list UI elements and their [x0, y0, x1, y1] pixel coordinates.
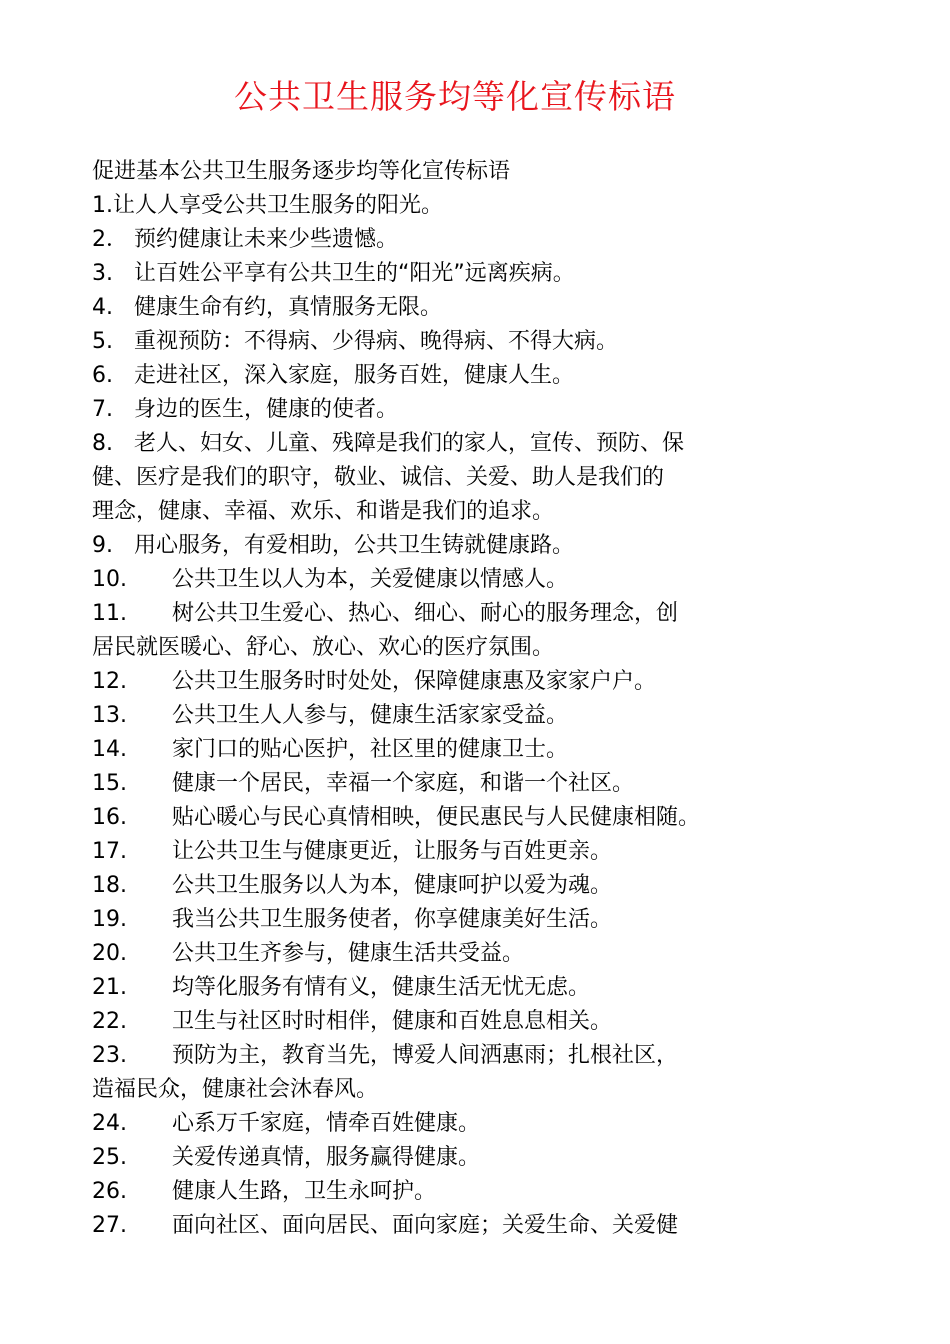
slogan-text: 造福民众，健康社会沐春风。 [92, 1077, 379, 1102]
slogan-number: 20. [92, 941, 127, 966]
slogan-item [92, 427, 822, 461]
slogan-item [92, 971, 822, 1005]
slogan-number: 7. [92, 397, 113, 422]
slogan-item [92, 597, 822, 631]
slogan-text: 用心服务，有爱相助，公共卫生铸就健康路。 [134, 533, 575, 558]
slogan-text: 让公共卫生与健康更近，让服务与百姓更亲。 [172, 839, 613, 864]
slogan-text: 关爱传递真情，服务赢得健康。 [172, 1145, 481, 1170]
slogan-number: 17. [92, 839, 127, 864]
slogan-item [92, 699, 822, 733]
slogan-item [92, 1005, 822, 1039]
slogan-number: 26. [92, 1179, 127, 1204]
slogan-item [92, 325, 822, 359]
slogan-continuation [92, 461, 822, 495]
slogan-number: 23. [92, 1043, 127, 1068]
slogan-text: 均等化服务有情有义，健康生活无忧无虑。 [172, 975, 591, 1000]
slogan-text: 让人人享受公共卫生服务的阳光。 [113, 193, 444, 218]
slogan-item [92, 937, 822, 971]
slogan-continuation [92, 631, 822, 665]
slogan-text: 健康生命有约，真情服务无限。 [134, 295, 443, 320]
slogan-text: 预约健康让未来少些遗憾。 [134, 227, 399, 252]
slogan-text: 重视预防：不得病、少得病、晚得病、不得大病。 [134, 329, 619, 354]
slogan-text: 理念，健康、幸福、欢乐、和谐是我们的追求。 [92, 499, 555, 524]
slogan-text: 我当公共卫生服务使者，你享健康美好生活。 [172, 907, 613, 932]
slogan-number: 13. [92, 703, 127, 728]
slogan-text: 让百姓公平享有公共卫生的“阳光”远离疾病。 [134, 261, 575, 286]
slogan-item [92, 223, 822, 257]
slogan-number: 9. [92, 533, 113, 558]
document-subtitle: 促进基本公共卫生服务逐步均等化宣传标语 [92, 159, 511, 184]
slogan-item [92, 733, 822, 767]
slogan-item [92, 563, 822, 597]
slogan-item [92, 801, 822, 835]
slogan-lines [92, 189, 822, 1243]
slogan-item [92, 529, 822, 563]
slogan-text: 树公共卫生爱心、热心、细心、耐心的服务理念，创 [172, 601, 679, 626]
document-title: 公共卫生服务均等化宣传标语 [234, 77, 676, 116]
slogan-number: 27. [92, 1213, 127, 1238]
slogan-continuation [92, 1073, 822, 1107]
slogan-text: 家门口的贴心医护，社区里的健康卫士。 [172, 737, 569, 762]
slogan-text: 预防为主，教育当先，博爱人间洒惠雨；扎根社区， [172, 1043, 679, 1068]
slogan-number: 8. [92, 431, 113, 456]
slogan-text: 公共卫生服务时时处处，保障健康惠及家家户户。 [172, 669, 657, 694]
slogan-continuation [92, 495, 822, 529]
slogan-item [92, 393, 822, 427]
slogan-number: 2． [92, 227, 128, 252]
slogan-number: 12. [92, 669, 127, 694]
slogan-item [92, 1175, 822, 1209]
slogan-text: 面向社区、面向居民、面向家庭；关爱生命、关爱健 [172, 1213, 679, 1238]
slogan-number: 11. [92, 601, 127, 626]
slogan-text: 健、医疗是我们的职守，敬业、诚信、关爱、助人是我们的 [92, 465, 665, 490]
slogan-item [92, 257, 822, 291]
slogan-text: 老人、妇女、儿童、残障是我们的家人，宣传、预防、保 [134, 431, 685, 456]
slogan-number: 21. [92, 975, 127, 1000]
slogan-number: 16. [92, 805, 127, 830]
slogan-text: 走进社区，深入家庭，服务百姓，健康人生。 [134, 363, 575, 388]
slogan-number: 15. [92, 771, 127, 796]
slogan-number: 14. [92, 737, 127, 762]
slogan-text: 卫生与社区时时相伴，健康和百姓息息相关。 [172, 1009, 613, 1034]
slogan-text: 公共卫生人人参与，健康生活家家受益。 [172, 703, 569, 728]
slogan-item [92, 1141, 822, 1175]
slogan-text: 健康人生路，卫生永呵护。 [172, 1179, 437, 1204]
slogan-item [92, 1039, 822, 1073]
slogan-item [92, 903, 822, 937]
slogan-item [92, 189, 822, 223]
slogan-text: 身边的医生，健康的使者。 [134, 397, 399, 422]
slogan-text: 心系万千家庭，情牵百姓健康。 [172, 1111, 481, 1136]
slogan-number: 10. [92, 567, 127, 592]
slogan-number: 24. [92, 1111, 127, 1136]
slogan-text: 公共卫生齐参与，健康生活共受益。 [172, 941, 525, 966]
slogan-item [92, 359, 822, 393]
slogan-number: 25. [92, 1145, 127, 1170]
slogan-item [92, 1107, 822, 1141]
slogan-item [92, 1209, 822, 1243]
slogan-item [92, 291, 822, 325]
slogan-number: 19. [92, 907, 127, 932]
slogan-number: 3. [92, 261, 113, 286]
slogan-text: 公共卫生服务以人为本，健康呵护以爱为魂。 [172, 873, 613, 898]
slogan-item [92, 767, 822, 801]
slogan-text: 居民就医暖心、舒心、放心、欢心的医疗氛围。 [92, 635, 555, 660]
slogan-item [92, 869, 822, 903]
slogan-list [92, 155, 822, 1243]
slogan-item [92, 665, 822, 699]
slogan-number: 22. [92, 1009, 127, 1034]
slogan-number: 18. [92, 873, 127, 898]
slogan-text: 健康一个居民，幸福一个家庭，和谐一个社区。 [172, 771, 635, 796]
slogan-number: 5. [92, 329, 113, 354]
slogan-text: 公共卫生以人为本，关爱健康以情感人。 [172, 567, 569, 592]
slogan-item [92, 835, 822, 869]
slogan-number: 6. [92, 363, 113, 388]
slogan-number: 1. [92, 193, 113, 218]
slogan-text: 贴心暖心与民心真情相映，便民惠民与人民健康相随。 [172, 805, 701, 830]
slogan-number: 4. [92, 295, 113, 320]
